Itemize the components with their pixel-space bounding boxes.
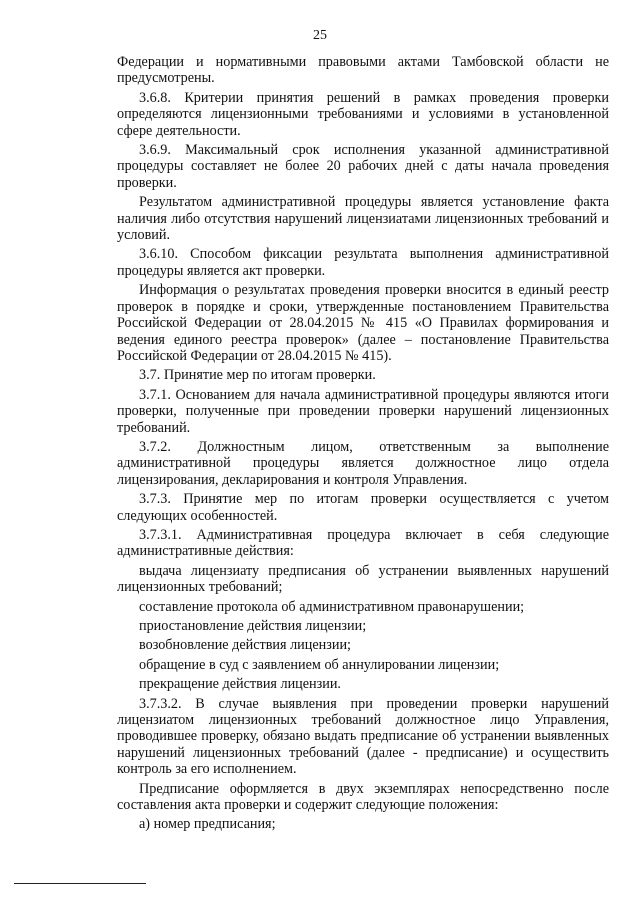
paragraph: 3.7.2. Должностным лицом, ответственным за выполнение административной процедуры является должностное лицо отдела лицензирования, декларирования и контроля Управления.	[117, 438, 609, 488]
paragraph: а) номер предписания;	[139, 816, 276, 833]
paragraph: 3.6.9. Максимальный срок исполнения указанной административной процедуры составляет не более 20 рабочих дней с даты начала проведения проверки.	[117, 142, 609, 191]
paragraph: Результатом административной процедуры является установление факта наличия либо отсутствия нарушений лицензиатами лицензионных требований и условий.	[117, 194, 609, 244]
paragraph: выдача лицензиату предписания об устранении выявленных нарушений лицензионных требований;	[117, 562, 609, 596]
paragraph: прекращение действия лицензии.	[139, 676, 341, 693]
paragraph: 3.7.3.1. Административная процедура включает в себя следующие административные действия:	[117, 526, 609, 560]
paragraph: возобновление действия лицензии;	[139, 637, 351, 654]
paragraph: 3.6.10. Способом фиксации результата выполнения административной процедуры является акт проверки.	[117, 246, 609, 279]
paragraph: 3.7.3.2. В случае выявления при проведении проверки нарушений лицензиатом лицензионных требований должностное лицо Управления, проводившее проверку, обязано выдать предписание об устранении выявленных нарушений лицензионных требований (далее - предписание) и осуществить контроль за его исполнением.	[117, 695, 609, 778]
paragraph: составление протокола об административном правонарушении;	[139, 598, 525, 615]
paragraph: приостановление действия лицензии;	[139, 618, 367, 634]
document-body	[117, 54, 609, 836]
paragraph: Информация о результатах проведения проверки вносится в единый реестр проверок в порядке и сроки, утвержденные постановлением Правительства Российской Федерации от 28.04.2015 № 415 «О Правилах формирования и ведения единого реестра проверок» (далее – постановление Правительства Российской Федерации от 28.04.2015 № 415).	[117, 282, 609, 364]
paragraph: 3.7.3. Принятие мер по итогам проверки осуществляется с учетом следующих особенностей.	[117, 491, 609, 524]
paragraph: 3.6.8. Критерии принятия решений в рамках проведения проверки определяются лицензионными требованиями и условиями в установленной сфере деятельности.	[117, 89, 609, 139]
paragraph: 3.7.1. Основанием для начала административной процедуры являются итоги проверки, полученные при проведении проверки нарушений лицензионных требований.	[117, 386, 609, 436]
paragraph: Федерации и нормативными правовыми актами Тамбовской области не предусмотрены.	[117, 54, 609, 87]
footnote-divider	[14, 883, 146, 884]
page-number: 25	[313, 28, 327, 43]
paragraph: Предписание оформляется в двух экземплярах непосредственно после составления акта проверки и содержит следующие положения:	[117, 780, 609, 814]
paragraph: 3.7. Принятие мер по итогам проверки.	[139, 367, 376, 384]
paragraph: обращение в суд с заявлением об аннулировании лицензии;	[139, 656, 500, 673]
